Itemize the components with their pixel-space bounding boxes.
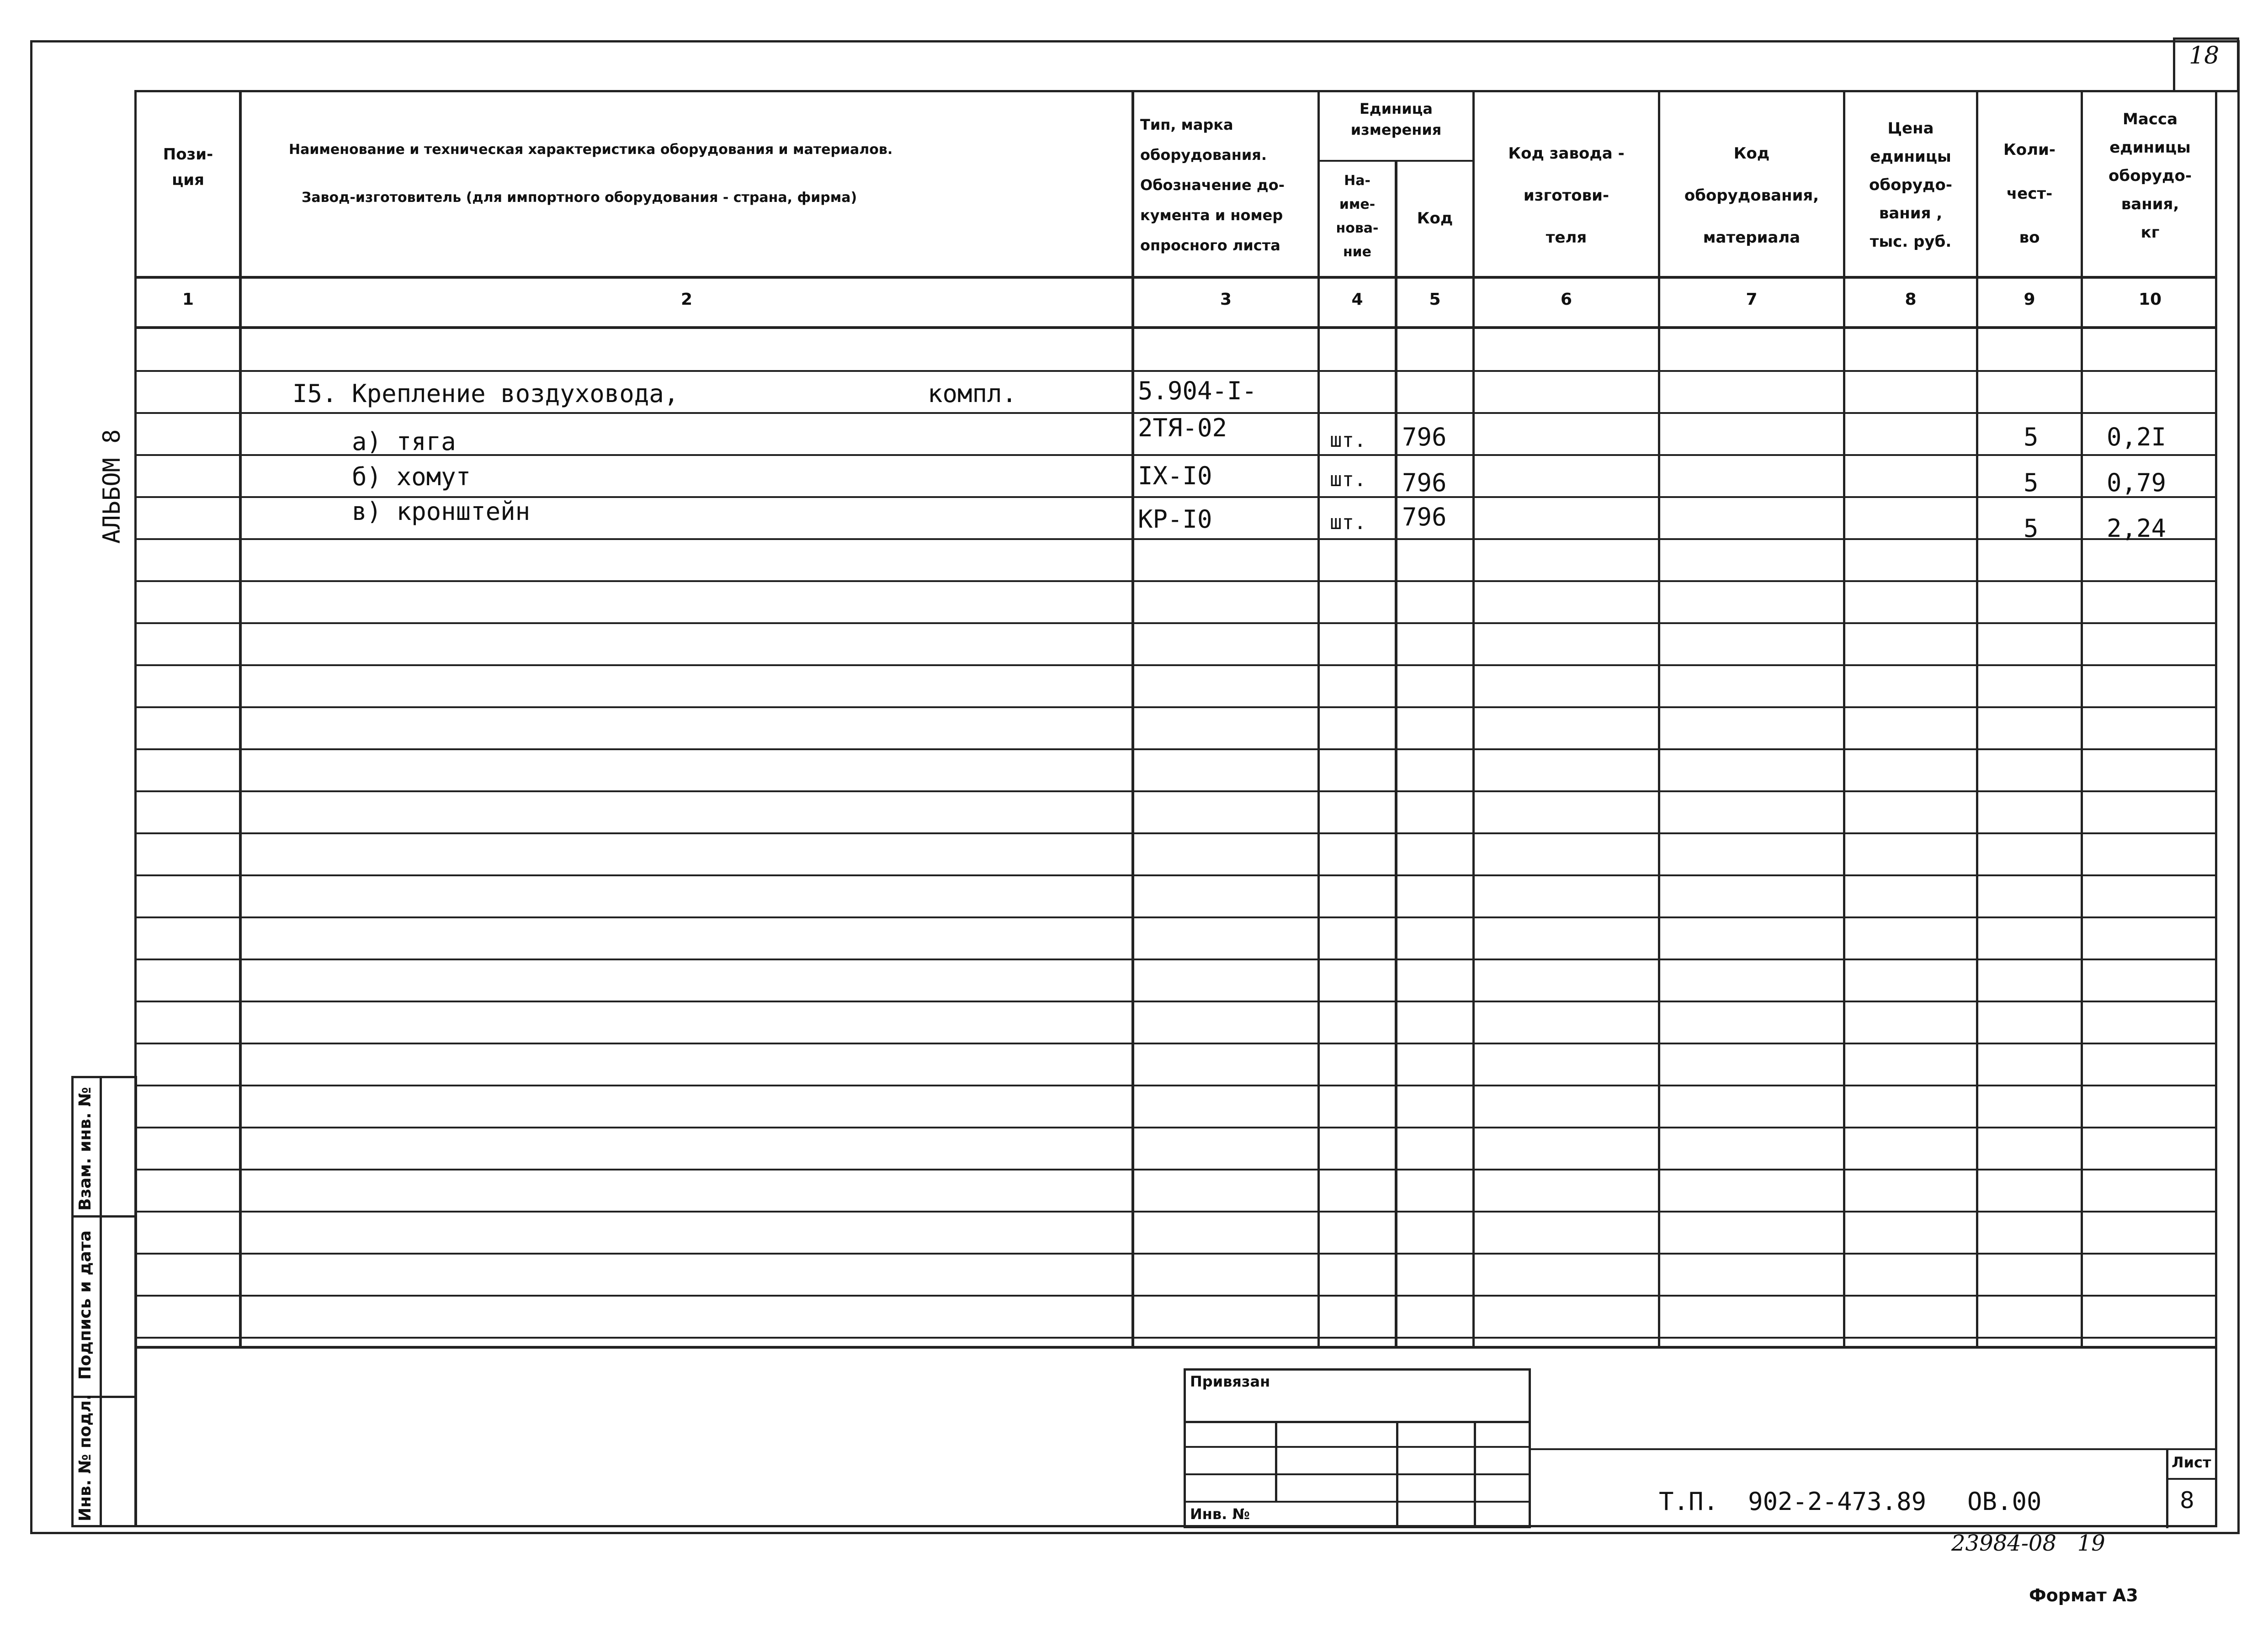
- row-code-2: 796: [1402, 423, 1447, 451]
- privyazan-h3: [1184, 1473, 1531, 1475]
- table-row-line: [134, 1043, 2217, 1044]
- header-unit-code: Код: [1417, 209, 1453, 228]
- row-name-2: а) тяга: [292, 427, 456, 456]
- row-type-2: 2ТЯ-02: [1138, 413, 1227, 442]
- colnum-6: 6: [1560, 290, 1572, 309]
- row-type-4: КР-I0: [1138, 505, 1212, 534]
- header-unit-group: Единица измерения: [1350, 100, 1442, 138]
- table-row-line: [134, 874, 2217, 876]
- row-qty-4: 5: [2024, 514, 2039, 543]
- colnum-8: 8: [1905, 290, 1917, 309]
- header-factory-code: Код завода - изготови- теля: [1508, 144, 1625, 247]
- sheet-number: 8: [2180, 1487, 2194, 1514]
- colnum-5: 5: [1429, 290, 1441, 309]
- side-stamp-divider: [100, 1076, 102, 1527]
- privyazan-h4: [1184, 1501, 1531, 1503]
- sheet-box-left: [2166, 1448, 2168, 1528]
- format-label: Формат А3: [2029, 1585, 2138, 1605]
- table-row-line: [134, 1337, 2217, 1339]
- col-line-2: [1131, 90, 1134, 1348]
- row-qty-2: 5: [2024, 423, 2039, 451]
- side-stamp-replace-inv: Взам. инв. №: [76, 1087, 95, 1211]
- colnum-7: 7: [1746, 290, 1758, 309]
- table-row-line: [134, 706, 2217, 708]
- privyazan-label: Привязан: [1190, 1373, 1270, 1390]
- title-block-top-line: [134, 1346, 2217, 1349]
- table-row-line: [134, 790, 2217, 792]
- colnum-1: 1: [182, 290, 194, 309]
- row-unit-2: шт.: [1330, 429, 1366, 452]
- row-qty-3: 5: [2024, 468, 2039, 497]
- side-stamp-sep-1: [71, 1215, 137, 1218]
- col-line-9: [2081, 90, 2083, 1348]
- table-row-line: [134, 959, 2217, 960]
- table-row-line: [134, 622, 2217, 624]
- col-line-3: [1317, 90, 1320, 1348]
- doc-code: Т.П. 902-2-473.89: [1659, 1487, 1927, 1516]
- table-row-line: [134, 1085, 2217, 1086]
- header-unit-name: На- име- нова- ние: [1336, 173, 1379, 260]
- col-line-8: [1976, 90, 1978, 1348]
- header-position: Пози- ция: [163, 145, 213, 189]
- handwritten-archive-number: 23984-08 19: [1951, 1530, 2105, 1556]
- corner-sheet-number: 18: [2189, 42, 2220, 69]
- privyazan-box: [1184, 1368, 1531, 1528]
- side-stamp-orig-inv: Инв. № подл.: [76, 1394, 95, 1521]
- row-name-1: I5. Крепление воздуховода,: [292, 379, 679, 408]
- privyazan-h1: [1184, 1421, 1531, 1423]
- colnum-4: 4: [1351, 290, 1363, 309]
- table-row-line: [134, 1211, 2217, 1213]
- colnum-10: 10: [2138, 290, 2162, 309]
- table-row-line: [134, 916, 2217, 918]
- col-line-5: [1472, 90, 1475, 1348]
- col-line-1: [239, 90, 242, 1348]
- row-code-3: 796: [1402, 468, 1447, 497]
- privyazan-h2: [1184, 1446, 1531, 1448]
- row-type-1: 5.904-I-: [1138, 376, 1257, 405]
- header-price: Цена единицы оборудо- вания , тыс. руб.: [1869, 119, 1952, 251]
- col-line-7: [1843, 90, 1845, 1348]
- table-row-line: [134, 664, 2217, 666]
- row-mass-4: 2,24: [2107, 514, 2167, 543]
- colnum-3: 3: [1220, 290, 1232, 309]
- table-row-line: [134, 1253, 2217, 1255]
- row-mass-2: 0,2I: [2107, 423, 2167, 451]
- colnum-bottom-line: [134, 326, 2217, 329]
- header-mass: Масса единицы оборудо- вания, кг: [2109, 110, 2192, 242]
- row-code-4: 796: [1402, 503, 1447, 531]
- inv-no-label: Инв. №: [1190, 1505, 1250, 1523]
- row-name-3: б) хомут: [292, 462, 471, 491]
- header-type: Тип, марка оборудования. Обозначение до- кумента и номер опросного листа: [1140, 116, 1285, 254]
- doc-code-top-line: [1531, 1448, 2217, 1450]
- doc-section: ОВ.00: [1967, 1487, 2042, 1516]
- side-stamp-signature-date: Подпись и дата: [76, 1230, 95, 1380]
- row-unit-4: шт.: [1330, 511, 1366, 534]
- row-mass-3: 0,79: [2107, 468, 2167, 497]
- sheet-label: Лист: [2172, 1454, 2211, 1471]
- col-line-6: [1658, 90, 1660, 1348]
- header-bottom-line: [134, 276, 2217, 279]
- table-row-line: [134, 370, 2217, 372]
- table-row-line: [134, 1169, 2217, 1170]
- row-unit-3: шт.: [1330, 468, 1366, 491]
- header-name-line2: Завод-изготовитель (для импортного оборудования - страна, фирма): [302, 190, 857, 206]
- privyazan-v2: [1396, 1421, 1398, 1528]
- colnum-2: 2: [680, 290, 693, 309]
- table-row-line: [134, 1127, 2217, 1128]
- privyazan-v1: [1275, 1421, 1277, 1501]
- header-quantity: Коли- чест- во: [2003, 141, 2056, 247]
- row-type-3: IX-I0: [1138, 461, 1212, 490]
- table-row-line: [134, 748, 2217, 750]
- row-unit-note-1: компл.: [928, 379, 1017, 408]
- table-row-line: [134, 832, 2217, 834]
- table-row-line: [134, 580, 2217, 582]
- privyazan-v3: [1474, 1421, 1476, 1528]
- header-name-line1: Наименование и техническая характеристика оборудования и материалов.: [289, 142, 893, 158]
- album-label: АЛЬБОМ 8: [98, 429, 126, 544]
- row-name-4: в) кронштейн: [292, 497, 531, 526]
- table-row-line: [134, 538, 2217, 540]
- colnum-9: 9: [2024, 290, 2035, 309]
- table-row-line: [134, 1295, 2217, 1297]
- sheet-box-mid: [2166, 1478, 2217, 1480]
- table-row-line: [134, 1001, 2217, 1002]
- header-equipment-code: Код оборудования, материала: [1684, 144, 1819, 247]
